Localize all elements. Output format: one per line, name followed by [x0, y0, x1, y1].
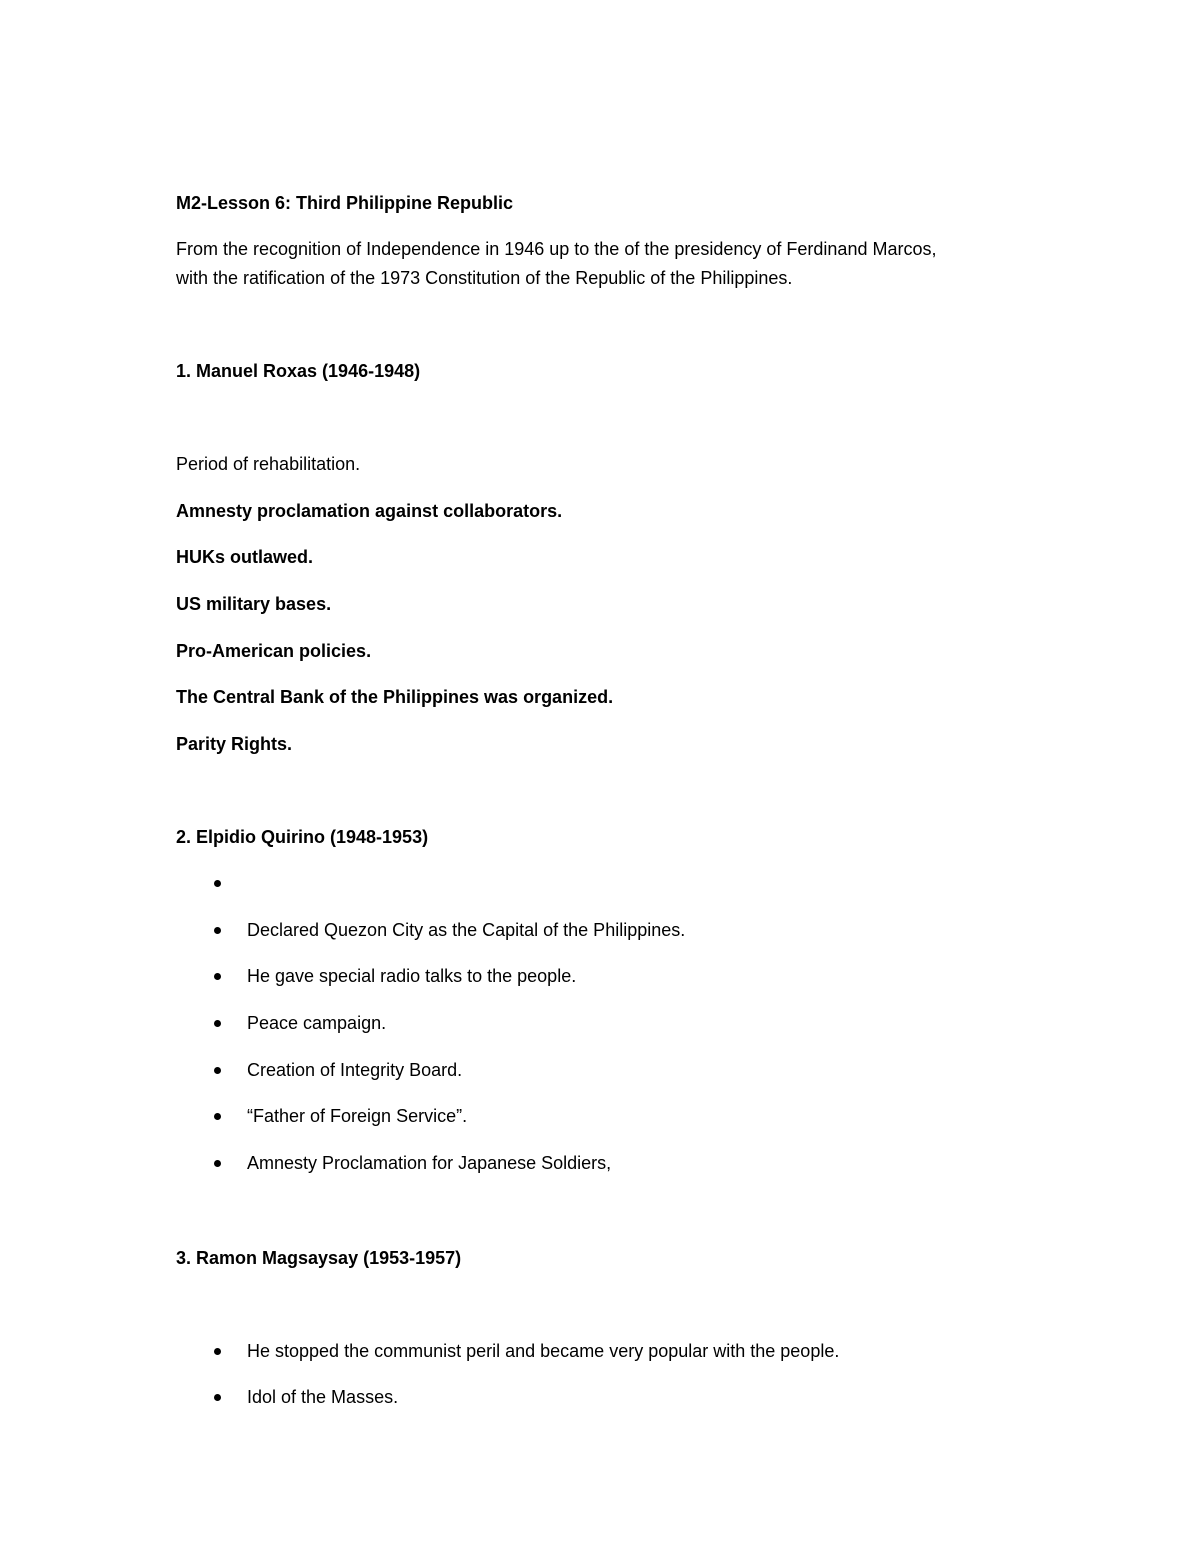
roxas-item: Parity Rights.: [176, 734, 293, 754]
bullet-icon: [214, 1160, 221, 1167]
section-heading-quirino: 2. Elpidio Quirino (1948-1953): [176, 827, 429, 847]
magsaysay-item: Idol of the Masses.: [247, 1387, 399, 1407]
section-heading-roxas: 1. Manuel Roxas (1946-1948): [176, 361, 421, 381]
quirino-item: Declared Quezon City as the Capital of the Philippines.: [247, 920, 686, 940]
quirino-item: He gave special radio talks to the people.: [247, 966, 577, 986]
magsaysay-item: He stopped the communist peril and became very popular with the people.: [247, 1341, 840, 1361]
bullet-icon: [214, 973, 221, 980]
quirino-item: Peace campaign.: [247, 1013, 387, 1033]
roxas-item: The Central Bank of the Philippines was organized.: [176, 687, 614, 707]
bullet-icon: [214, 927, 221, 934]
intro-line-1: From the recognition of Independence in 1946 up to the of the presidency of Ferdinand Marcos,: [176, 239, 937, 259]
roxas-item: Pro-American policies.: [176, 641, 372, 661]
quirino-item: “Father of Foreign Service”.: [247, 1106, 468, 1126]
quirino-item: Creation of Integrity Board.: [247, 1060, 463, 1080]
bullet-icon: [214, 1020, 221, 1027]
roxas-item-plain: Period of rehabilitation.: [176, 454, 361, 474]
bullet-icon: [214, 1348, 221, 1355]
intro-line-2: with the ratification of the 1973 Constitution of the Republic of the Philippines.: [176, 268, 793, 288]
bullet-icon: [214, 1394, 221, 1401]
roxas-item: HUKs outlawed.: [176, 547, 314, 567]
quirino-item: Amnesty Proclamation for Japanese Soldiers,: [247, 1153, 612, 1173]
bullet-icon: [214, 1067, 221, 1074]
bullet-icon: [214, 1113, 221, 1120]
roxas-item: Amnesty proclamation against collaborators.: [176, 501, 563, 521]
bullet-icon: [214, 880, 221, 887]
section-heading-magsaysay: 3. Ramon Magsaysay (1953-1957): [176, 1248, 462, 1268]
document-title: M2-Lesson 6: Third Philippine Republic: [176, 193, 514, 213]
roxas-item: US military bases.: [176, 594, 332, 614]
